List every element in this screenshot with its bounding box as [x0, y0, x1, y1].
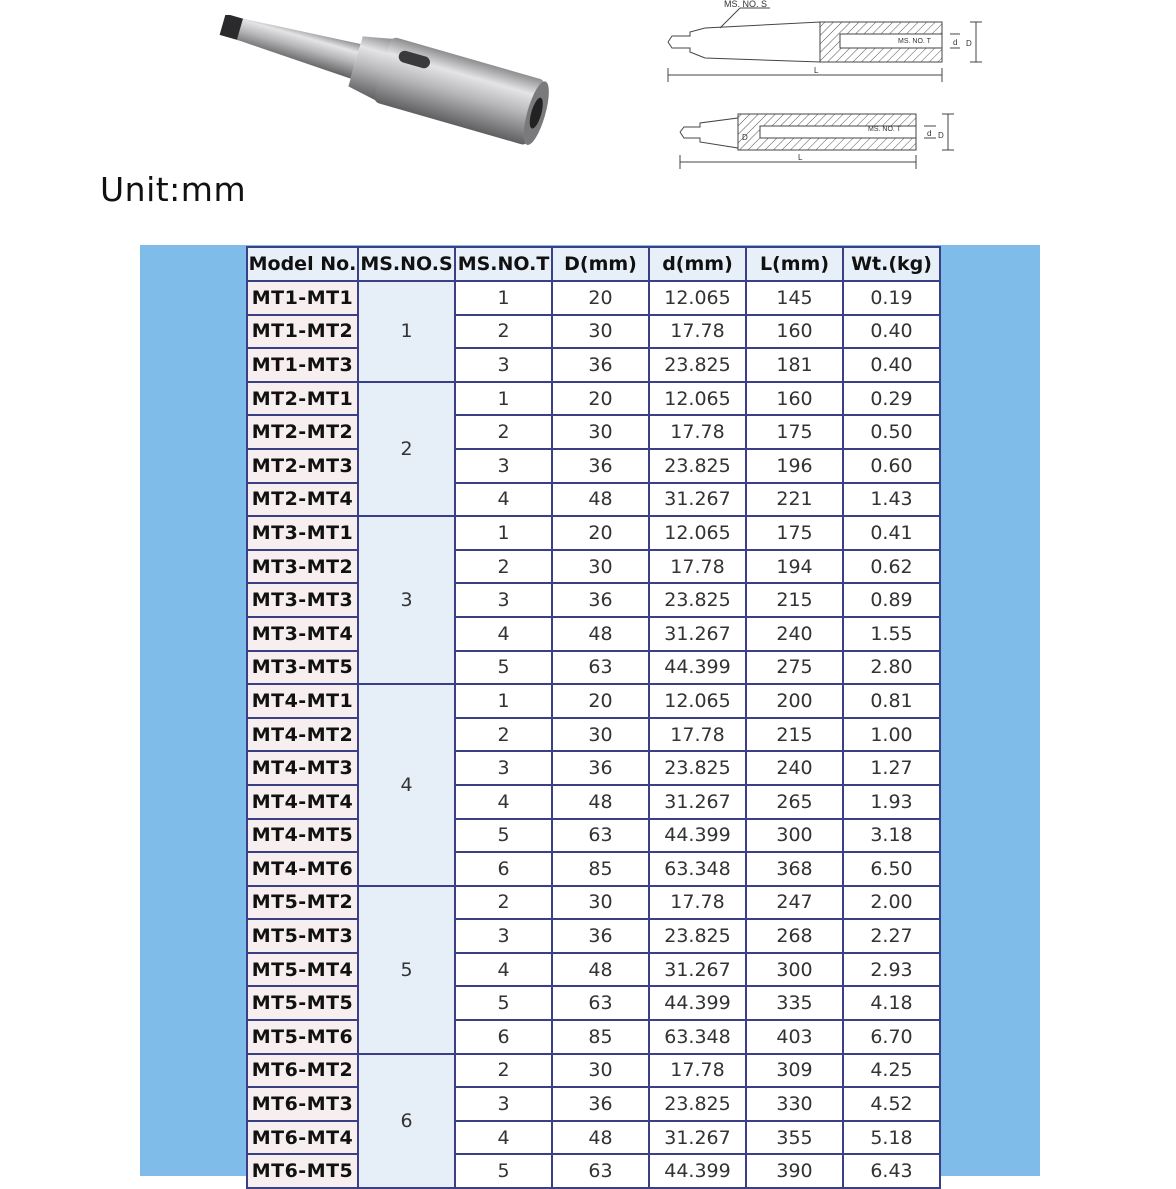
model-cell: MT5-MT6	[247, 1020, 358, 1054]
ms-no-t-cell: 1	[455, 684, 552, 718]
model-cell: MT4-MT5	[247, 819, 358, 853]
model-cell: MT5-MT3	[247, 919, 358, 953]
ms-no-t-cell: 3	[455, 583, 552, 617]
weight-cell: 0.19	[843, 281, 940, 315]
header-ms-no-s: MS.NO.S	[358, 247, 455, 281]
small-d-cell: 44.399	[649, 1154, 746, 1188]
small-d-cell: 31.267	[649, 953, 746, 987]
length-cell: 221	[746, 483, 843, 517]
model-cell: MT4-MT6	[247, 852, 358, 886]
ms-no-t-cell: 3	[455, 449, 552, 483]
header-ms-no-t: MS.NO.T	[455, 247, 552, 281]
label-big-d-bottom: D	[938, 131, 944, 140]
small-d-cell: 17.78	[649, 415, 746, 449]
small-d-cell: 63.348	[649, 852, 746, 886]
weight-cell: 2.00	[843, 886, 940, 920]
table-row	[247, 953, 940, 987]
ms-no-t-cell: 6	[455, 1020, 552, 1054]
table-row	[247, 449, 940, 483]
header-weight: Wt.(kg)	[843, 247, 940, 281]
ms-no-s-cell: 2	[358, 382, 455, 516]
model-cell: MT1-MT3	[247, 348, 358, 382]
model-cell: MT4-MT1	[247, 684, 358, 718]
ms-no-s-cell: 1	[358, 281, 455, 382]
ms-no-t-cell: 4	[455, 483, 552, 517]
ms-no-t-cell: 3	[455, 1087, 552, 1121]
small-d-cell: 44.399	[649, 651, 746, 685]
length-cell: 390	[746, 1154, 843, 1188]
model-cell: MT6-MT4	[247, 1121, 358, 1155]
small-d-cell: 31.267	[649, 617, 746, 651]
length-cell: 160	[746, 382, 843, 416]
model-cell: MT6-MT2	[247, 1054, 358, 1088]
big-d-cell: 63	[552, 651, 649, 685]
big-d-cell: 20	[552, 516, 649, 550]
ms-no-t-cell: 2	[455, 550, 552, 584]
table-row	[247, 550, 940, 584]
length-cell: 240	[746, 617, 843, 651]
table-row	[247, 583, 940, 617]
length-cell: 200	[746, 684, 843, 718]
table-row	[247, 718, 940, 752]
small-d-cell: 17.78	[649, 886, 746, 920]
ms-no-t-cell: 5	[455, 819, 552, 853]
table-row	[247, 1054, 940, 1088]
small-d-cell: 23.825	[649, 1087, 746, 1121]
header-small-d: d(mm)	[649, 247, 746, 281]
length-cell: 300	[746, 819, 843, 853]
big-d-cell: 30	[552, 1054, 649, 1088]
weight-cell: 0.40	[843, 348, 940, 382]
label-big-d-shank: D	[742, 133, 748, 142]
big-d-cell: 30	[552, 415, 649, 449]
big-d-cell: 36	[552, 348, 649, 382]
ms-no-s-cell: 4	[358, 684, 455, 886]
small-d-cell: 23.825	[649, 449, 746, 483]
weight-cell: 0.81	[843, 684, 940, 718]
big-d-cell: 48	[552, 483, 649, 517]
table-row	[247, 1154, 940, 1188]
table-row	[247, 516, 940, 550]
model-cell: MT3-MT4	[247, 617, 358, 651]
small-d-cell: 31.267	[649, 1121, 746, 1155]
big-d-cell: 36	[552, 583, 649, 617]
ms-no-t-cell: 5	[455, 651, 552, 685]
ms-no-t-cell: 4	[455, 785, 552, 819]
model-cell: MT3-MT1	[247, 516, 358, 550]
label-ms-no-s: MS. NO. S	[724, 0, 768, 9]
table-row	[247, 785, 940, 819]
big-d-cell: 36	[552, 751, 649, 785]
length-cell: 240	[746, 751, 843, 785]
table-row	[247, 382, 940, 416]
table-row	[247, 1087, 940, 1121]
ms-no-t-cell: 3	[455, 751, 552, 785]
table-row	[247, 852, 940, 886]
ms-no-t-cell: 2	[455, 315, 552, 349]
weight-cell: 0.62	[843, 550, 940, 584]
length-cell: 265	[746, 785, 843, 819]
table-row	[247, 1020, 940, 1054]
length-cell: 194	[746, 550, 843, 584]
label-length-top: L	[814, 66, 819, 75]
big-d-cell: 30	[552, 315, 649, 349]
weight-cell: 1.00	[843, 718, 940, 752]
table-row	[247, 1121, 940, 1155]
ms-no-t-cell: 2	[455, 718, 552, 752]
ms-no-t-cell: 2	[455, 886, 552, 920]
model-cell: MT1-MT2	[247, 315, 358, 349]
weight-cell: 1.27	[843, 751, 940, 785]
length-cell: 175	[746, 415, 843, 449]
ms-no-t-cell: 5	[455, 1154, 552, 1188]
small-d-cell: 12.065	[649, 516, 746, 550]
table-row	[247, 986, 940, 1020]
ms-no-t-cell: 1	[455, 281, 552, 315]
model-cell: MT2-MT4	[247, 483, 358, 517]
weight-cell: 1.55	[843, 617, 940, 651]
header-big-d: D(mm)	[552, 247, 649, 281]
weight-cell: 0.41	[843, 516, 940, 550]
ms-no-t-cell: 1	[455, 516, 552, 550]
model-cell: MT5-MT2	[247, 886, 358, 920]
weight-cell: 6.70	[843, 1020, 940, 1054]
ms-no-s-cell: 3	[358, 516, 455, 684]
big-d-cell: 36	[552, 449, 649, 483]
ms-no-t-cell: 3	[455, 919, 552, 953]
big-d-cell: 48	[552, 617, 649, 651]
length-cell: 175	[746, 516, 843, 550]
label-ms-no-t-bottom: MS. NO. T	[868, 126, 901, 133]
drawing-top	[668, 8, 982, 82]
length-cell: 335	[746, 986, 843, 1020]
length-cell: 309	[746, 1054, 843, 1088]
big-d-cell: 85	[552, 1020, 649, 1054]
model-cell: MT4-MT4	[247, 785, 358, 819]
label-small-d-bottom: d	[927, 129, 932, 138]
length-cell: 145	[746, 281, 843, 315]
model-cell: MT3-MT2	[247, 550, 358, 584]
small-d-cell: 12.065	[649, 684, 746, 718]
weight-cell: 3.18	[843, 819, 940, 853]
big-d-cell: 63	[552, 986, 649, 1020]
header-model: Model No.	[247, 247, 358, 281]
small-d-cell: 17.78	[649, 550, 746, 584]
ms-no-t-cell: 5	[455, 986, 552, 1020]
big-d-cell: 48	[552, 1121, 649, 1155]
length-cell: 275	[746, 651, 843, 685]
big-d-cell: 30	[552, 718, 649, 752]
header-length: L(mm)	[746, 247, 843, 281]
drawing-bottom	[680, 114, 954, 169]
table-row	[247, 751, 940, 785]
model-cell: MT4-MT2	[247, 718, 358, 752]
weight-cell: 0.60	[843, 449, 940, 483]
table-row	[247, 886, 940, 920]
length-cell: 368	[746, 852, 843, 886]
ms-no-t-cell: 4	[455, 1121, 552, 1155]
table-row	[247, 281, 940, 315]
weight-cell: 1.43	[843, 483, 940, 517]
big-d-cell: 63	[552, 819, 649, 853]
small-d-cell: 12.065	[649, 281, 746, 315]
small-d-cell: 12.065	[649, 382, 746, 416]
small-d-cell: 44.399	[649, 819, 746, 853]
table-row	[247, 415, 940, 449]
model-cell: MT1-MT1	[247, 281, 358, 315]
small-d-cell: 23.825	[649, 348, 746, 382]
weight-cell: 2.93	[843, 953, 940, 987]
ms-no-s-cell: 6	[358, 1054, 455, 1188]
model-cell: MT4-MT3	[247, 751, 358, 785]
ms-no-t-cell: 4	[455, 953, 552, 987]
label-big-d-top: D	[966, 39, 972, 48]
model-cell: MT3-MT3	[247, 583, 358, 617]
label-small-d-top: d	[953, 38, 958, 47]
label-ms-no-t-top: MS. NO. T	[898, 38, 931, 45]
weight-cell: 4.52	[843, 1087, 940, 1121]
length-cell: 160	[746, 315, 843, 349]
weight-cell: 0.29	[843, 382, 940, 416]
table-row	[247, 819, 940, 853]
table-row	[247, 348, 940, 382]
big-d-cell: 20	[552, 281, 649, 315]
table-row	[247, 919, 940, 953]
model-cell: MT5-MT4	[247, 953, 358, 987]
ms-no-t-cell: 1	[455, 382, 552, 416]
small-d-cell: 23.825	[649, 919, 746, 953]
model-cell: MT2-MT3	[247, 449, 358, 483]
small-d-cell: 17.78	[649, 718, 746, 752]
length-cell: 215	[746, 583, 843, 617]
taper-sleeve-photo	[200, 15, 560, 155]
big-d-cell: 36	[552, 1087, 649, 1121]
big-d-cell: 48	[552, 953, 649, 987]
model-cell: MT3-MT5	[247, 651, 358, 685]
length-cell: 215	[746, 718, 843, 752]
weight-cell: 0.89	[843, 583, 940, 617]
length-cell: 300	[746, 953, 843, 987]
model-cell: MT2-MT2	[247, 415, 358, 449]
weight-cell: 4.25	[843, 1054, 940, 1088]
big-d-cell: 30	[552, 550, 649, 584]
model-cell: MT5-MT5	[247, 986, 358, 1020]
big-d-cell: 36	[552, 919, 649, 953]
table-row	[247, 651, 940, 685]
small-d-cell: 31.267	[649, 785, 746, 819]
ms-no-s-cell: 5	[358, 886, 455, 1054]
length-cell: 355	[746, 1121, 843, 1155]
ms-no-t-cell: 2	[455, 1054, 552, 1088]
small-d-cell: 17.78	[649, 315, 746, 349]
big-d-cell: 20	[552, 382, 649, 416]
length-cell: 247	[746, 886, 843, 920]
length-cell: 403	[746, 1020, 843, 1054]
model-cell: MT2-MT1	[247, 382, 358, 416]
weight-cell: 1.93	[843, 785, 940, 819]
table-header	[247, 247, 940, 281]
weight-cell: 5.18	[843, 1121, 940, 1155]
length-cell: 196	[746, 449, 843, 483]
small-d-cell: 23.825	[649, 583, 746, 617]
small-d-cell: 23.825	[649, 751, 746, 785]
length-cell: 330	[746, 1087, 843, 1121]
big-d-cell: 85	[552, 852, 649, 886]
table-row	[247, 684, 940, 718]
small-d-cell: 31.267	[649, 483, 746, 517]
weight-cell: 6.50	[843, 852, 940, 886]
technical-drawings	[660, 0, 990, 175]
big-d-cell: 48	[552, 785, 649, 819]
ms-no-t-cell: 3	[455, 348, 552, 382]
small-d-cell: 44.399	[649, 986, 746, 1020]
model-cell: MT6-MT5	[247, 1154, 358, 1188]
ms-no-t-cell: 6	[455, 852, 552, 886]
small-d-cell: 63.348	[649, 1020, 746, 1054]
spec-table	[246, 246, 941, 1189]
model-cell: MT6-MT3	[247, 1087, 358, 1121]
table-body	[247, 281, 940, 1188]
table-row	[247, 315, 940, 349]
weight-cell: 6.43	[843, 1154, 940, 1188]
weight-cell: 2.80	[843, 651, 940, 685]
big-d-cell: 20	[552, 684, 649, 718]
header-row	[247, 247, 940, 281]
unit-label: Unit:mm	[100, 170, 247, 209]
length-cell: 268	[746, 919, 843, 953]
length-cell: 181	[746, 348, 843, 382]
label-length-bottom: L	[798, 153, 803, 162]
weight-cell: 4.18	[843, 986, 940, 1020]
weight-cell: 2.27	[843, 919, 940, 953]
big-d-cell: 63	[552, 1154, 649, 1188]
big-d-cell: 30	[552, 886, 649, 920]
table-row	[247, 617, 940, 651]
ms-no-t-cell: 4	[455, 617, 552, 651]
weight-cell: 0.40	[843, 315, 940, 349]
small-d-cell: 17.78	[649, 1054, 746, 1088]
ms-no-t-cell: 2	[455, 415, 552, 449]
weight-cell: 0.50	[843, 415, 940, 449]
table-row	[247, 483, 940, 517]
